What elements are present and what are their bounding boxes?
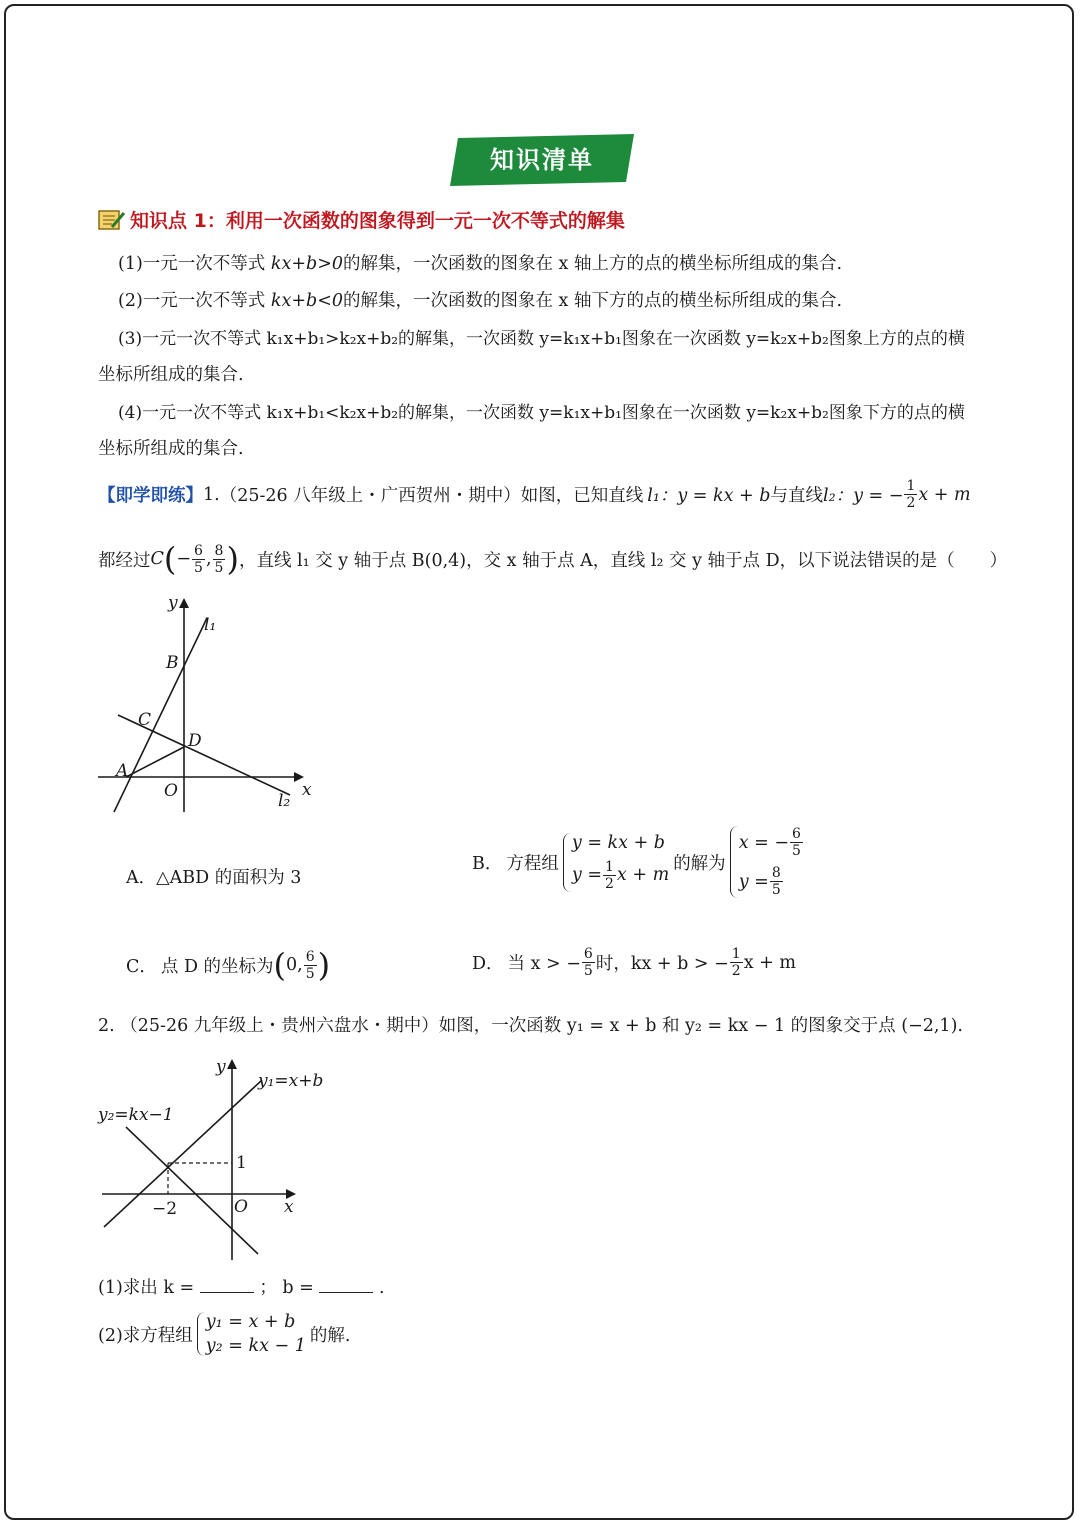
q2-system-eq2: y₂ = kx − 1 [205, 1336, 306, 1356]
frac-den: 5 [792, 843, 801, 859]
label-one: 1 [236, 1153, 247, 1173]
label-o: O [234, 1197, 248, 1217]
rule-1 [118, 250, 842, 275]
k-answer-blank[interactable] [200, 1276, 254, 1293]
frac-num: 6 [194, 542, 203, 559]
system-eq2-frac [603, 859, 616, 892]
frac-den: 5 [214, 559, 224, 576]
q2-stem [98, 1012, 963, 1037]
frac-num: 1 [605, 858, 614, 875]
q2-graph [96, 1052, 336, 1268]
option-b-system [563, 833, 669, 892]
frac-den: 5 [194, 559, 203, 576]
option-d[interactable] [472, 946, 796, 979]
q1-graph [92, 590, 322, 820]
rule-3 [118, 324, 965, 349]
label-b: B [166, 653, 179, 673]
q1-c-x [192, 543, 205, 576]
rule-3-cont: 坐标所组成的集合. [98, 365, 244, 385]
q1-stem2-pre: 都经过 [98, 550, 151, 571]
rule-3-num: (3) [118, 329, 143, 349]
paren-open: ( [273, 946, 287, 984]
solution-x-frac [790, 826, 803, 859]
q2-part1-mid: ； b = [259, 1278, 314, 1298]
option-a-label: A． [126, 868, 157, 888]
label-neg2: −2 [152, 1199, 178, 1219]
comma: , [205, 549, 212, 569]
q2-system [197, 1312, 306, 1356]
option-c-label: C． [126, 956, 157, 977]
rule-1-post: 的解集，一次函数的图象在 x 轴上方的点的横坐标所组成的集合. [343, 254, 843, 274]
frac-den: 5 [583, 963, 593, 979]
q2-part2-post: 的解. [309, 1325, 351, 1346]
q1-line-l1: l₁：y = kx + b [647, 486, 771, 506]
q2-stem-text: 如图，一次函数 y₁ = x + b 和 y₂ = kx − 1 的图象交于点 (−2,1). [438, 1016, 963, 1036]
label-y: y [216, 1057, 226, 1077]
paren-close: ) [226, 540, 239, 578]
rule-2 [118, 287, 842, 312]
rule-1-ineq: kx+b>0 [270, 254, 343, 274]
option-d-pre: 当 x > − [507, 954, 581, 974]
rule-3-line1: 一元一次不等式 k₁x+b₁>k₂x+b₂的解集，一次函数 y=k₁x+b₁图象在一次函数 y=k₂x+b₂图象上方的点的横 [142, 329, 965, 349]
label-l2: l₂ [278, 791, 291, 811]
paren-open: ( [163, 540, 177, 578]
q2-part1-post: . [379, 1278, 385, 1298]
system-eq2-post: x + m [616, 865, 670, 885]
option-b-mid: 的解为 [673, 853, 726, 874]
q2-part1-pre: (1)求出 k = [98, 1278, 195, 1298]
q1-c-y [213, 543, 226, 576]
option-d-label: D． [472, 954, 504, 974]
q1-stem-line2 [98, 540, 1007, 578]
frac-den: 2 [731, 963, 741, 979]
q1-stem2-mid: ，直线 l₁ 交 y 轴于点 B(0,4)，交 x 轴于点 A，直线 l₂ 交 y 轴于点 D，以下说法错误的是（ ） [238, 550, 1008, 571]
label-y1: y₁=x+b [258, 1071, 324, 1091]
section-banner [450, 134, 634, 186]
segment-ad [126, 747, 184, 777]
label-y2: y₂=kx−1 [98, 1105, 174, 1125]
knowledge-point-title: 知识点 1：利用一次函数的图象得到一元一次不等式的解集 [130, 210, 625, 232]
rule-2-num: (2) [118, 291, 143, 311]
frac-num: 6 [583, 946, 593, 962]
y-axis-arrow [227, 1059, 237, 1069]
option-b-pre: 方程组 [506, 853, 559, 874]
frac-num: 1 [906, 478, 916, 494]
option-d-frac1 [582, 946, 595, 979]
label-x: x [284, 1197, 294, 1217]
label-d: D [188, 731, 202, 751]
q1-number: 1. [203, 484, 220, 505]
notebook-icon [98, 209, 126, 231]
option-a-text: △ABD 的面积为 3 [156, 868, 302, 888]
q1-stem-text: 如图，已知直线 [520, 486, 644, 506]
q2-part2-pre: (2)求方程组 [98, 1325, 193, 1346]
q2-number: 2. [98, 1016, 115, 1036]
q1-point-c: C [150, 549, 164, 569]
option-c-pre: 点 D 的坐标为 [160, 956, 274, 977]
practice-tag: 【即学即练】 [98, 486, 203, 506]
option-b-solution [730, 826, 804, 898]
label-c: C [138, 710, 152, 730]
minus-sign: − [176, 549, 192, 569]
q2-part2 [98, 1312, 350, 1356]
rule-2-pre: 一元一次不等式 [142, 291, 271, 311]
solution-x: x = − [738, 832, 790, 853]
option-d-mid: 时，kx + b > − [595, 954, 729, 974]
rule-4-cont: 坐标所组成的集合. [98, 439, 244, 459]
knowledge-point-heading [98, 206, 625, 233]
q2-source: （25-26 九年级上・贵州六盘水・期中） [120, 1016, 439, 1036]
rule-4-line1: 一元一次不等式 k₁x+b₁<k₂x+b₂的解集，一次函数 y=k₁x+b₁图象在一次函数 y=k₂x+b₂图象下方的点的横 [142, 403, 965, 423]
solution-y: y = [738, 871, 769, 892]
q1-stem-mid: 与直线 [770, 486, 823, 506]
rule-1-pre: 一元一次不等式 [142, 254, 271, 274]
paren-close: ) [317, 946, 331, 984]
option-b[interactable] [472, 826, 808, 898]
q1-source: （25-26 八年级上・广西贺州・期中） [219, 486, 521, 506]
label-l1: l₁ [204, 615, 217, 635]
option-d-post: x + m [743, 952, 796, 973]
frac-num: 8 [771, 865, 781, 881]
frac-den: 5 [771, 882, 781, 898]
option-b-label: B． [472, 853, 503, 874]
rule-4-num: (4) [118, 403, 143, 423]
option-c-frac [304, 949, 317, 982]
option-c[interactable] [126, 946, 330, 984]
rule-2-post: 的解集，一次函数的图象在 x 轴下方的点的横坐标所组成的集合. [343, 291, 843, 311]
frac-num: 8 [214, 542, 224, 559]
system-eq1: y = kx + b [571, 832, 666, 853]
frac-den: 2 [605, 875, 614, 892]
option-a[interactable] [126, 864, 301, 889]
rule-2-ineq: kx+b<0 [270, 291, 343, 311]
rule-4 [118, 398, 965, 423]
line-l1 [114, 618, 207, 812]
label-y: y [168, 593, 178, 613]
q2-part1 [98, 1274, 385, 1299]
frac-num: 6 [792, 826, 801, 842]
q1-line-l2: l₂：y = − [822, 486, 904, 506]
b-answer-blank[interactable] [319, 1276, 373, 1293]
y-axis-arrow [179, 598, 189, 608]
q2-system-eq1: y₁ = x + b [205, 1312, 296, 1332]
frac-den: 2 [906, 495, 916, 511]
q1-half-frac [904, 478, 917, 511]
frac-num: 1 [731, 946, 741, 962]
frac-num: 6 [305, 948, 315, 965]
banner-title: 知识清单 [490, 146, 594, 174]
option-c-coord: 0, [286, 955, 303, 975]
solution-y-frac [770, 865, 783, 898]
frac-den: 5 [305, 965, 315, 982]
label-a: A [116, 761, 129, 781]
option-d-frac2 [730, 946, 743, 979]
q1-stem-line1 [98, 478, 971, 511]
label-x: x [302, 780, 312, 800]
system-eq2-pre: y = [571, 865, 602, 885]
q1-line-l2-tail: x + m [918, 484, 971, 505]
rule-1-num: (1) [118, 254, 143, 274]
label-o: O [164, 781, 178, 801]
